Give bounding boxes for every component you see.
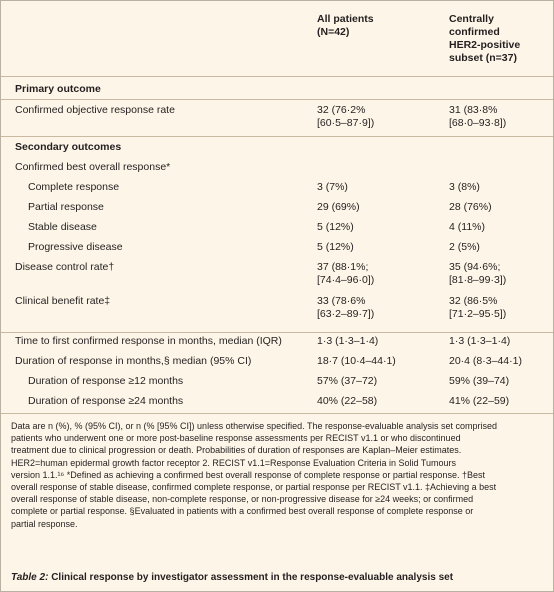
cell-her2-subset: 3 (8%) [449, 181, 480, 193]
footnote-line: overall response of stable disease, confirmed complete response, or partial response per RECIST v1.1. ‡Achieving a best [11, 482, 497, 493]
cell-her2-subset: 2 (5%) [449, 241, 480, 253]
table-header [1, 1, 553, 76]
cell-her2-subset: 20·4 (8·3–44·1) [449, 355, 522, 367]
footnote-line: partial response. [11, 518, 78, 529]
cell-her2-subset: 4 (11%) [449, 221, 485, 233]
rule-line [1, 99, 553, 100]
cell-all-patients: 29 (69%) [317, 201, 360, 213]
footnote-line: overall response of stable disease, non-complete response, or non-progressive disease for ≥24 weeks; or confirmed [11, 494, 474, 505]
row-label: Partial response [28, 201, 104, 213]
table-caption [11, 571, 453, 584]
cell-all-patients: 18·7 (10·4–44·1) [317, 355, 396, 367]
cell-all-patients: 5 (12%) [317, 221, 354, 233]
row-label: Confirmed objective response rate [15, 104, 175, 116]
row-label: Secondary outcomes [15, 141, 122, 153]
footnote-line: treatment due to clinical progression or death. Probabilities of duration of responses are Kaplan–Meier estimates. [11, 445, 462, 456]
row-label: Confirmed best overall response* [15, 161, 171, 173]
row-label: Duration of response ≥24 months [28, 395, 184, 407]
row-label: Complete response [28, 181, 120, 193]
footnote-line: Data are n (%), % (95% CI), or n (% [95% CI]) unless otherwise specified. The response-evaluable analysis set comprised [11, 421, 498, 431]
footnote-line: HER2=human epidermal growth factor receptor 2. RECIST v1.1=Response Evaluation Criteria in Solid Tumours [11, 457, 457, 468]
rule-line [1, 413, 553, 414]
cell-her2-subset: 35 (94·6%; [81·8–99·3]) [449, 261, 507, 286]
row-label: Clinical benefit rate‡ [15, 295, 111, 307]
cell-all-patients: 33 (78·6% [63·2–89·7]) [317, 295, 375, 320]
row-label: Progressive disease [28, 241, 123, 253]
rule-line [1, 76, 553, 77]
row-label: Duration of response ≥12 months [28, 375, 184, 387]
row-label: Stable disease [28, 221, 97, 233]
row-label: Disease control rate† [15, 261, 115, 273]
caption-number: Table 2: [11, 572, 49, 583]
footnote-line: version 1.1.¹⁶ *Defined as achieving a confirmed best overall response of complete response or partial response. †Best [11, 469, 485, 480]
cell-all-patients: 32 (76·2% [60·5–87·9]) [317, 104, 375, 129]
row-label: Primary outcome [15, 83, 101, 95]
row-label: Time to first confirmed response in months, median (IQR) [15, 335, 282, 347]
cell-her2-subset: 32 (86·5% [71·2–95·5]) [449, 295, 507, 320]
column-header-all-patients: All patients (N=42) [317, 13, 374, 38]
cell-her2-subset: 41% (22–59) [449, 395, 510, 407]
cell-her2-subset: 28 (76%) [449, 201, 492, 213]
footnote-line: patients who underwent one or more post-baseline response assessments per RECIST v1.1 or who discontinued [11, 433, 461, 444]
cell-her2-subset: 31 (83·8% [68·0–93·8]) [449, 104, 507, 129]
cell-all-patients: 37 (88·1%; [74·4–96·0]) [317, 261, 375, 286]
cell-all-patients: 40% (22–58) [317, 395, 378, 407]
cell-all-patients: 57% (37–72) [317, 375, 378, 387]
rule-line [1, 136, 553, 137]
cell-all-patients: 5 (12%) [317, 241, 354, 253]
column-header-her2-subset: Centrally confirmed HER2-positive subset (n=37) [449, 13, 521, 64]
cell-all-patients: 3 (7%) [317, 181, 348, 193]
cell-her2-subset: 1·3 (1·3–1·4) [449, 335, 511, 347]
cell-all-patients: 1·3 (1·3–1·4) [317, 335, 379, 347]
rule-line [1, 332, 553, 333]
row-label: Duration of response in months,§ median (95% CI) [15, 355, 252, 367]
cell-her2-subset: 59% (39–74) [449, 375, 510, 387]
table-footnote [11, 420, 546, 530]
caption-title: Clinical response by investigator assessment in the response-evaluable analysis set [51, 572, 454, 583]
footnote-line: complete or partial response. §Evaluated in patients with a confirmed best overall response of complete response or [11, 506, 474, 517]
